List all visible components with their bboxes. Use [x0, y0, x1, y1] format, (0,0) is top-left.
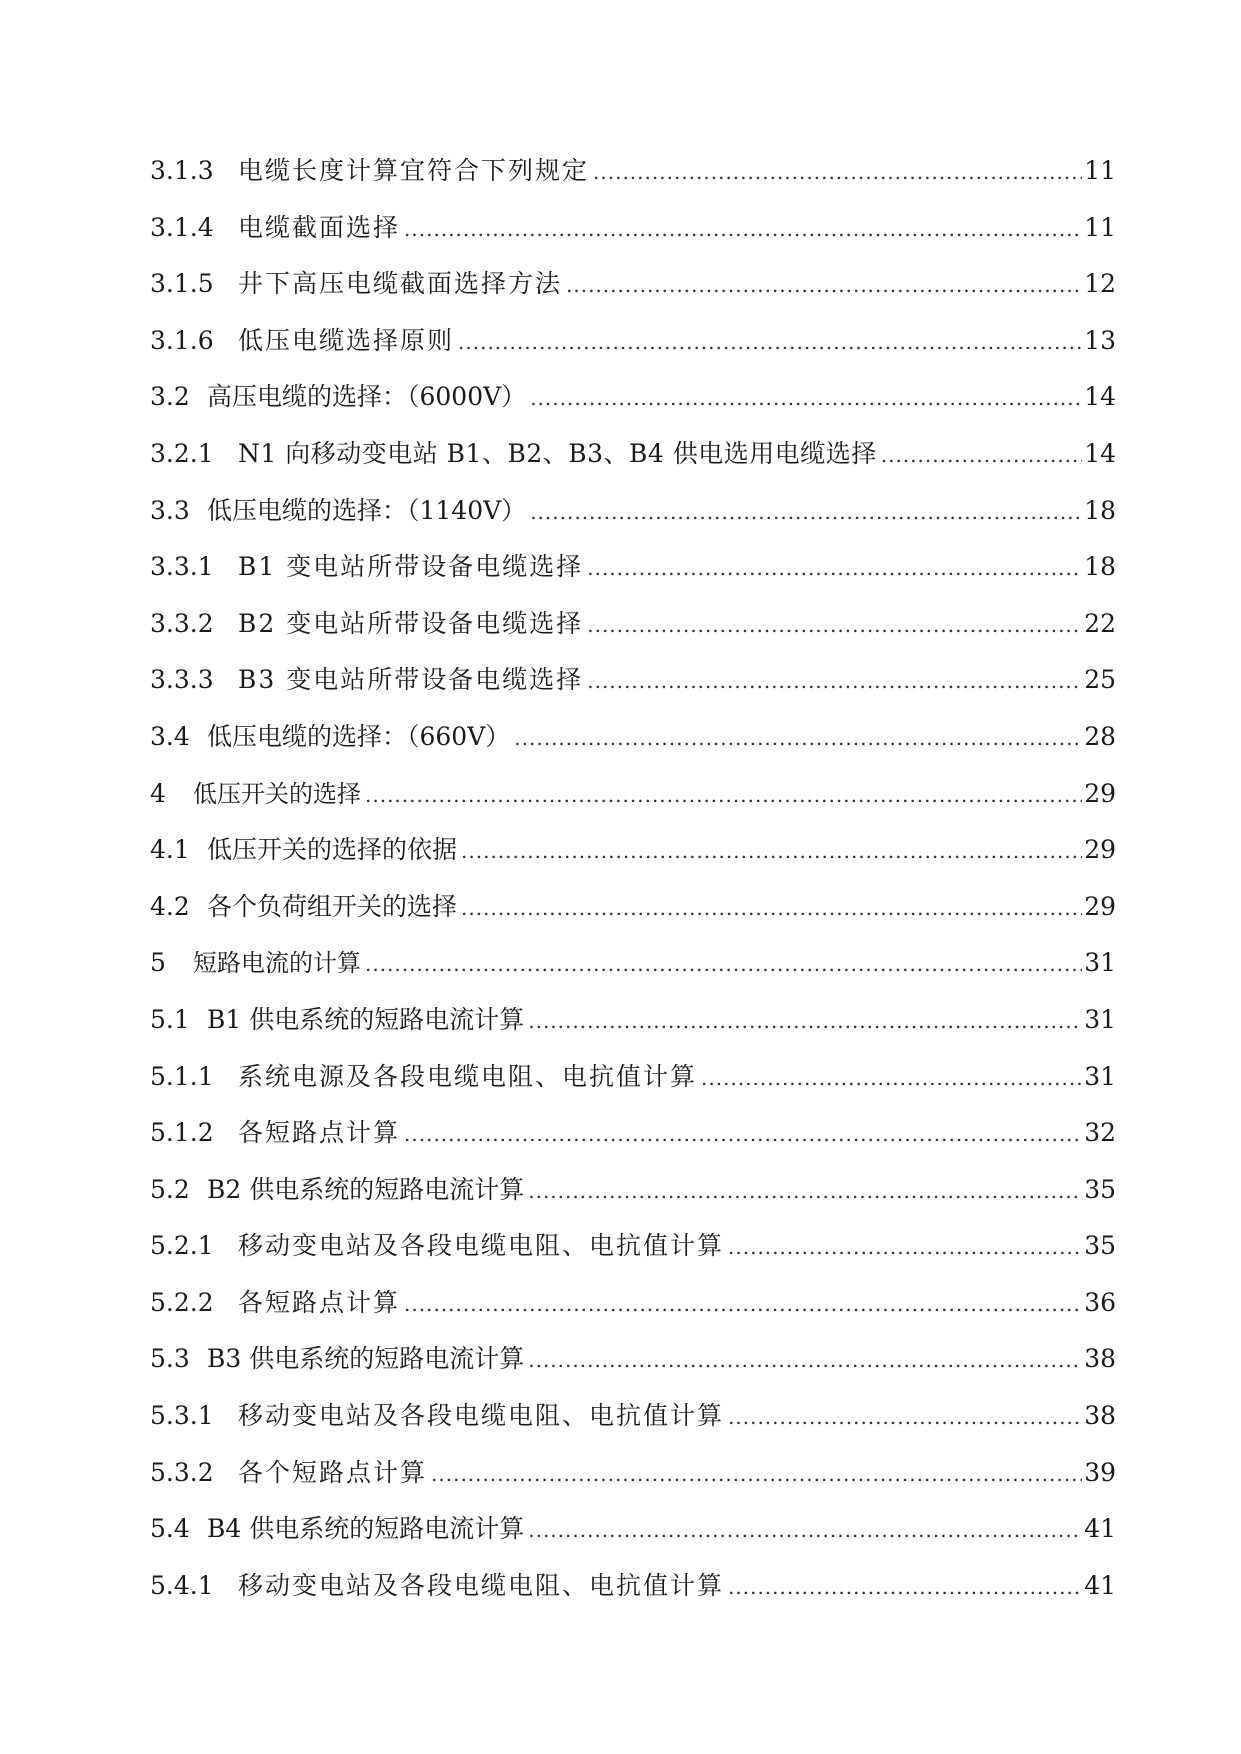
toc-dot-leader [528, 1502, 1082, 1559]
toc-entry-number: 5.3 [150, 1344, 190, 1374]
toc-entry-title: 电缆截面选择 [238, 212, 401, 242]
toc-entry-title: 移动变电站及各段电缆电阻、电抗值计算 [238, 1401, 725, 1431]
toc-dot-leader [593, 144, 1082, 201]
toc-entry-number: 5.1.1 [150, 1061, 214, 1091]
toc-dot-leader [566, 257, 1082, 314]
toc-entry[interactable] [150, 483, 1116, 540]
toc-entry-number: 3.1.6 [150, 325, 214, 355]
toc-entry-page: 22 [1084, 608, 1116, 638]
toc-entry[interactable] [150, 1331, 1116, 1388]
toc-entry-number: 3.1.3 [150, 156, 214, 185]
toc-dot-leader [881, 427, 1082, 484]
toc-entry-title: 低压电缆的选择：（1140V） [207, 495, 527, 525]
toc-entry-title: B3 变电站所带设备电缆选择 [238, 665, 584, 695]
toc-entry-number: 5.2.1 [150, 1231, 214, 1261]
toc-entry[interactable] [150, 1275, 1116, 1332]
toc-entry-title: B2 变电站所带设备电缆选择 [238, 608, 584, 638]
toc-entry-title: B1 变电站所带设备电缆选择 [238, 552, 584, 582]
toc-entry-page: 29 [1084, 891, 1116, 921]
toc-dot-leader [528, 993, 1082, 1050]
toc-entry-page: 11 [1084, 156, 1116, 185]
toc-entry-page: 41 [1084, 1570, 1116, 1600]
toc-entry[interactable] [150, 992, 1116, 1049]
toc-dot-leader [404, 201, 1082, 258]
toc-entry-title: 移动变电站及各段电缆电阻、电抗值计算 [238, 1570, 725, 1600]
toc-entry-page: 12 [1084, 269, 1116, 299]
toc-entry-page: 18 [1084, 552, 1116, 582]
toc-entry-page: 35 [1084, 1231, 1116, 1261]
toc-entry[interactable] [150, 256, 1116, 313]
toc-entry-page: 41 [1084, 1514, 1116, 1544]
toc-entry-number: 5 [150, 948, 166, 978]
toc-entry-title: 井下高压电缆截面选择方法 [238, 269, 563, 299]
toc-entry[interactable] [150, 1558, 1116, 1615]
toc-entry[interactable] [150, 143, 1116, 200]
toc-entry-number: 5.2.2 [150, 1287, 214, 1317]
toc-entry-title: 电缆长度计算宜符合下列规定 [238, 156, 590, 185]
toc-entry-page: 14 [1084, 382, 1116, 412]
toc-entry-page: 25 [1084, 665, 1116, 695]
toc-entry-title: 各短路点计算 [238, 1118, 401, 1148]
toc-entry-page: 31 [1084, 1061, 1116, 1091]
toc-entry-number: 3.1.4 [150, 212, 214, 242]
toc-dot-leader [587, 540, 1082, 597]
toc-entry-title: 低压电缆的选择：（660V） [207, 721, 511, 751]
toc-entry[interactable] [150, 1388, 1116, 1445]
toc-entry[interactable] [150, 766, 1116, 823]
toc-dot-leader [365, 936, 1082, 993]
toc-dot-leader [530, 484, 1082, 541]
toc-entry-number: 5.2 [150, 1174, 190, 1204]
toc-entry-page: 31 [1084, 1004, 1116, 1034]
toc-entry[interactable] [150, 1049, 1116, 1106]
toc-dot-leader [728, 1559, 1082, 1616]
table-of-contents [150, 143, 1116, 1614]
toc-entry-page: 39 [1084, 1457, 1116, 1487]
toc-entry-title: 短路电流的计算 [193, 949, 361, 978]
toc-entry-number: 3.1.5 [150, 269, 214, 299]
toc-dot-leader [528, 1332, 1082, 1389]
toc-entry[interactable] [150, 1162, 1116, 1219]
toc-entry-title: B3 供电系统的短路电流计算 [207, 1344, 525, 1374]
toc-dot-leader [431, 1446, 1082, 1503]
toc-entry-number: 3.2 [150, 382, 190, 412]
toc-entry[interactable] [150, 313, 1116, 370]
toc-entry-page: 29 [1084, 778, 1116, 808]
toc-entry-page: 29 [1084, 835, 1116, 865]
toc-dot-leader [728, 1389, 1082, 1446]
toc-dot-leader [404, 1106, 1082, 1163]
toc-entry-title: 系统电源及各段电缆电阻、电抗值计算 [238, 1061, 698, 1091]
toc-entry[interactable] [150, 1218, 1116, 1275]
toc-entry-title: 低压开关的选择的依据 [207, 835, 458, 865]
toc-entry[interactable] [150, 596, 1116, 653]
toc-entry-number: 3.3 [150, 495, 190, 525]
toc-dot-leader [461, 880, 1082, 937]
toc-entry-number: 5.3.1 [150, 1401, 214, 1431]
toc-entry-title: 各个短路点计算 [238, 1457, 428, 1487]
toc-dot-leader [458, 314, 1082, 371]
toc-dot-leader [530, 370, 1082, 427]
toc-dot-leader [587, 597, 1082, 654]
toc-entry[interactable] [150, 652, 1116, 709]
toc-entry-number: 4.1 [150, 835, 190, 865]
toc-entry-title: 各个负荷组开关的选择 [207, 891, 458, 921]
toc-dot-leader [528, 1163, 1082, 1220]
toc-entry-title: N1 向移动变电站 B1、B2、B3、B4 供电选用电缆选择 [238, 438, 877, 468]
toc-entry[interactable] [150, 1501, 1116, 1558]
toc-dot-leader [728, 1219, 1082, 1276]
toc-entry-page: 38 [1084, 1344, 1116, 1374]
toc-dot-leader [365, 767, 1082, 824]
toc-entry[interactable] [150, 1445, 1116, 1502]
toc-entry-page: 31 [1084, 948, 1116, 978]
toc-entry-number: 3.3.2 [150, 608, 214, 638]
toc-entry-number: 3.4 [150, 721, 190, 751]
toc-entry[interactable] [150, 539, 1116, 596]
toc-entry-page: 18 [1084, 495, 1116, 525]
toc-entry[interactable] [150, 822, 1116, 879]
toc-entry-title: 各短路点计算 [238, 1287, 401, 1317]
toc-entry-number: 3.3.1 [150, 552, 214, 582]
toc-entry-number: 3.3.3 [150, 665, 214, 695]
toc-entry[interactable] [150, 200, 1116, 257]
toc-entry[interactable] [150, 426, 1116, 483]
toc-entry-number: 5.1 [150, 1004, 190, 1034]
toc-dot-leader [461, 823, 1082, 880]
toc-entry-number: 4.2 [150, 891, 190, 921]
toc-entry[interactable] [150, 1105, 1116, 1162]
toc-dot-leader [587, 653, 1082, 710]
toc-dot-leader [701, 1050, 1082, 1107]
toc-entry-number: 5.4.1 [150, 1570, 214, 1600]
toc-entry-title: 高压电缆的选择：（6000V） [207, 382, 527, 412]
toc-entry-title: B1 供电系统的短路电流计算 [207, 1004, 525, 1034]
toc-entry-number: 4 [150, 778, 166, 808]
toc-entry-page: 38 [1084, 1401, 1116, 1431]
toc-entry-number: 3.2.1 [150, 438, 214, 468]
toc-entry-title: 低压电缆选择原则 [238, 325, 455, 355]
toc-entry[interactable] [150, 879, 1116, 936]
toc-dot-leader [404, 1276, 1082, 1333]
toc-dot-leader [514, 710, 1082, 767]
toc-entry[interactable] [150, 709, 1116, 766]
toc-entry-page: 36 [1084, 1287, 1116, 1317]
toc-entry-page: 32 [1084, 1118, 1116, 1148]
toc-entry-page: 13 [1084, 325, 1116, 355]
toc-entry-number: 5.4 [150, 1514, 190, 1544]
toc-entry-title: 低压开关的选择 [193, 779, 361, 808]
toc-entry[interactable] [150, 369, 1116, 426]
toc-entry-title: B4 供电系统的短路电流计算 [207, 1514, 525, 1544]
toc-entry-page: 14 [1084, 438, 1116, 468]
toc-entry-page: 35 [1084, 1174, 1116, 1204]
toc-entry-title: B2 供电系统的短路电流计算 [207, 1174, 525, 1204]
toc-entry[interactable] [150, 935, 1116, 992]
toc-entry-number: 5.1.2 [150, 1118, 214, 1148]
toc-entry-title: 移动变电站及各段电缆电阻、电抗值计算 [238, 1231, 725, 1261]
toc-entry-page: 28 [1084, 721, 1116, 751]
toc-entry-page: 11 [1084, 212, 1116, 242]
toc-entry-number: 5.3.2 [150, 1457, 214, 1487]
